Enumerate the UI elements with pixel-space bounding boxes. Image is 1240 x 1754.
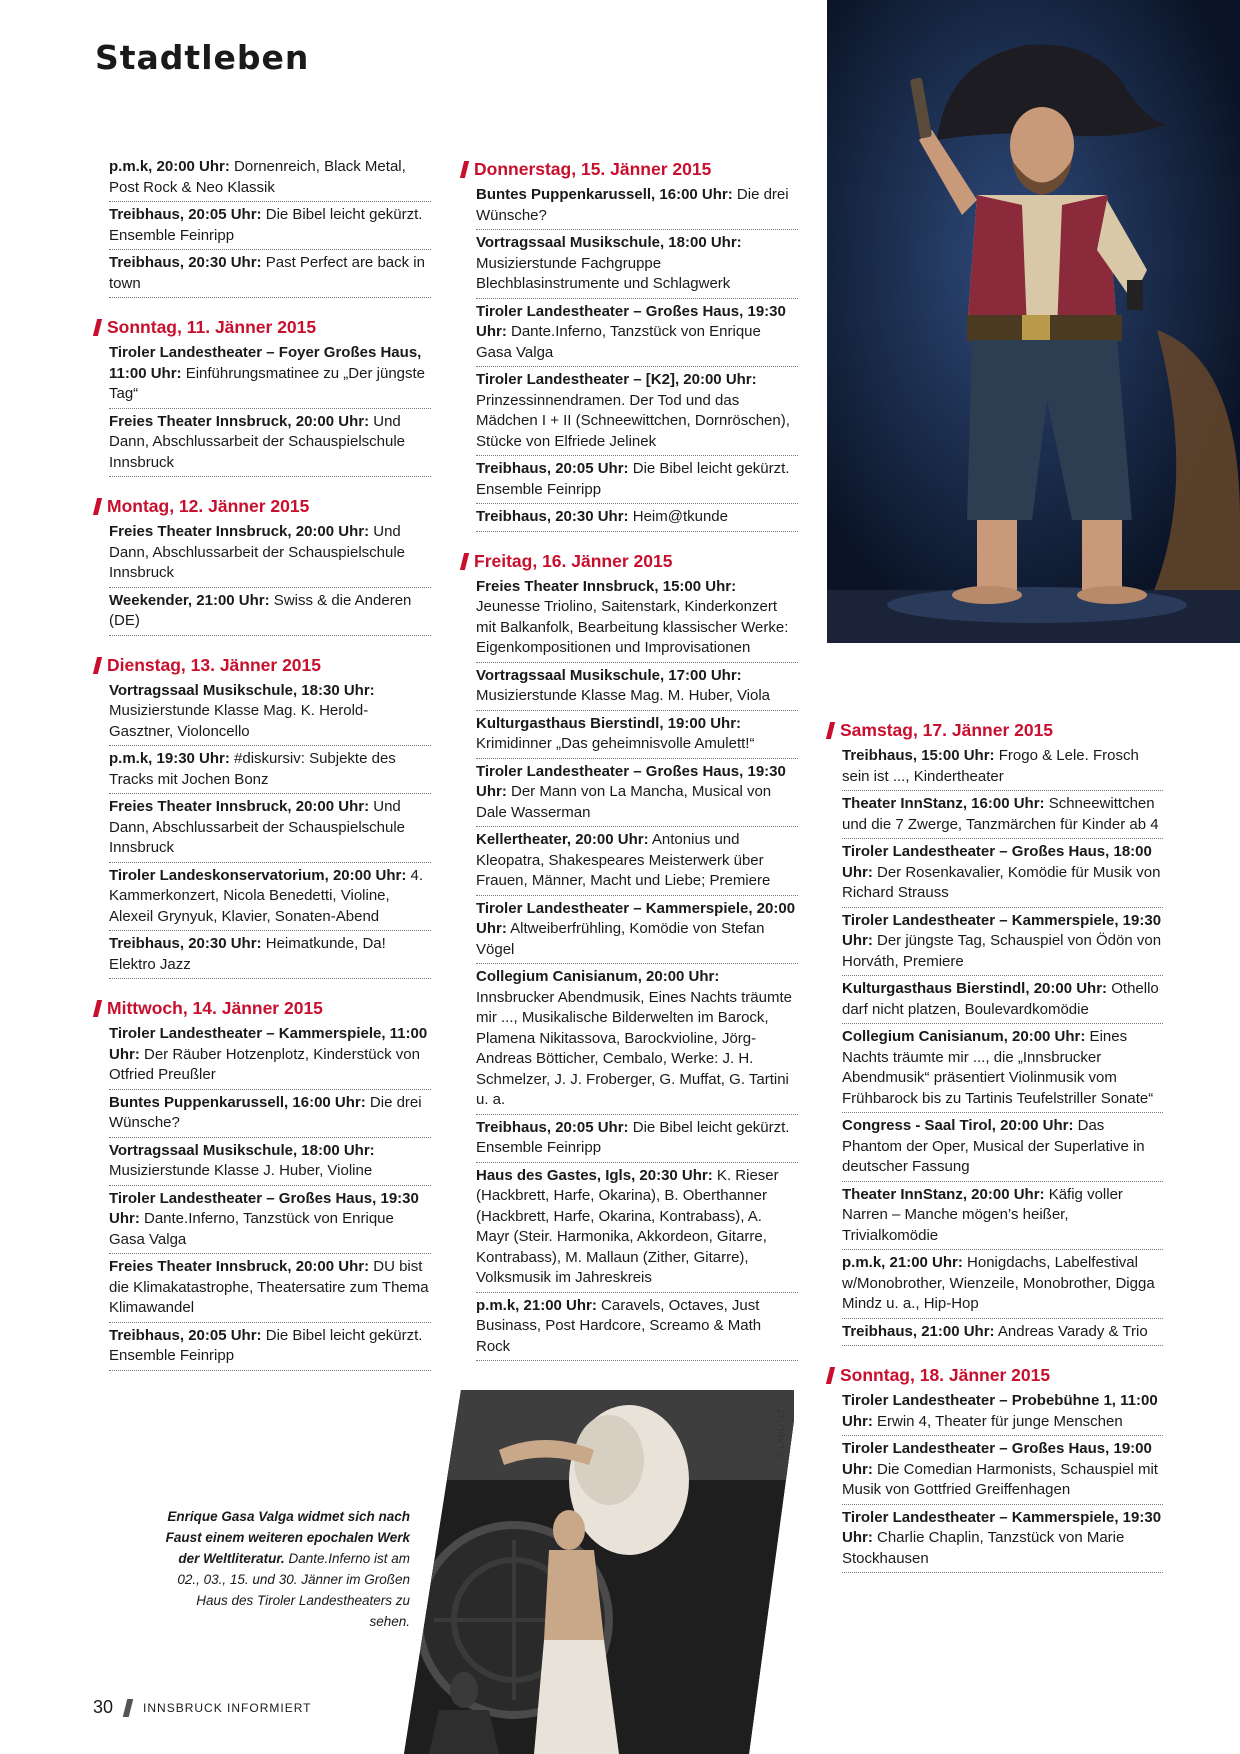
- event-description: Krimidinner „Das geheimnisvolle Amulett!“: [476, 735, 755, 752]
- day-heading: Sonntag, 11. Jänner 2015: [93, 314, 431, 340]
- event-entry: [109, 342, 431, 409]
- event-entry: [109, 1325, 431, 1371]
- event-venue-time: Buntes Puppenkarussell, 16:00 Uhr:: [476, 186, 733, 203]
- event-entry: [476, 232, 798, 299]
- event-description: Musizierstunde Fachgruppe Blechblasinstrumente und Schlagwerk: [476, 254, 731, 292]
- event-description: Und Dann, Abschlussarbeit der Schauspielschule Innsbruck: [109, 412, 406, 471]
- event-description: Andreas Varady & Trio: [994, 1322, 1148, 1340]
- day-section: [826, 1362, 1163, 1573]
- slash-divider-icon: [123, 1699, 133, 1717]
- event-description: Die drei Wünsche?: [476, 186, 789, 224]
- event-entry: [842, 1438, 1163, 1505]
- event-entry: [109, 1188, 431, 1255]
- event-description: Erwin 4, Theater für junge Menschen: [872, 1412, 1123, 1430]
- event-entry: [476, 576, 798, 663]
- event-venue-time: Treibhaus, 21:00 Uhr:: [842, 1322, 995, 1340]
- event-venue-time: Tiroler Landestheater – Kammerspiele, 19:30 Uhr:: [842, 1508, 1162, 1546]
- event-venue-time: Weekender, 21:00 Uhr:: [109, 591, 270, 609]
- event-entry: [109, 1092, 431, 1138]
- event-venue-time: Vortragssaal Musikschule, 17:00 Uhr:: [476, 666, 742, 684]
- event-description: Der Mann von La Mancha, Musical von Dale Wasserman: [476, 783, 772, 821]
- event-description: #diskursiv: Subjekte des Tracks mit Jochen Bonz: [109, 750, 396, 788]
- event-venue-time: Buntes Puppenkarussell, 16:00 Uhr:: [109, 1093, 366, 1111]
- page-title: Stadtleben: [95, 38, 310, 77]
- event-description: Musizierstunde Klasse J. Huber, Violine: [109, 1162, 373, 1179]
- event-description: Antonius und Kleopatra, Shakespeares Meisterwerk über Frauen, Männer, Macht und Liebe; Premiere: [476, 831, 771, 889]
- page-footer: [93, 1697, 311, 1718]
- event-entry: [476, 966, 798, 1115]
- event-entry: [109, 252, 431, 298]
- event-entry: [109, 1023, 431, 1090]
- event-venue-time: Freies Theater Innsbruck, 20:00 Uhr:: [109, 412, 370, 430]
- page-number: 30: [93, 1697, 114, 1717]
- column-1: [93, 156, 431, 1387]
- day-heading: Samstag, 17. Jänner 2015: [826, 717, 1163, 743]
- event-description: Musizierstunde Klasse Mag. M. Huber, Viola: [476, 687, 771, 704]
- event-venue-time: Treibhaus, 15:00 Uhr:: [842, 747, 995, 764]
- photo-credit: © LARL/TLT: [776, 1408, 786, 1458]
- event-venue-time: Tiroler Landestheater – Großes Haus, 19:30 Uhr:: [476, 762, 786, 800]
- photo-dancers: [404, 1390, 794, 1754]
- event-entry: [109, 748, 431, 794]
- event-entry: [109, 796, 431, 863]
- day-heading: Donnerstag, 15. Jänner 2015: [460, 156, 798, 182]
- event-venue-time: p.m.k, 20:00 Uhr:: [109, 158, 230, 175]
- event-venue-time: Tiroler Landestheater – Kammerspiele, 19:30 Uhr:: [842, 911, 1162, 949]
- event-venue-time: Vortragssaal Musikschule, 18:00 Uhr:: [109, 1141, 375, 1159]
- event-venue-time: Tiroler Landestheater – Kammerspiele, 20:00 Uhr:: [476, 899, 796, 937]
- event-description: Dante.Inferno, Tanzstück von Enrique Gasa Valga: [476, 323, 761, 361]
- event-description: Der Räuber Hotzenplotz, Kinderstück von Otfried Preußler: [109, 1045, 420, 1083]
- event-entry: [109, 590, 431, 636]
- event-venue-time: Treibhaus, 20:05 Uhr:: [109, 206, 262, 223]
- day-heading: Mittwoch, 14. Jänner 2015: [93, 995, 431, 1021]
- event-entry: [109, 156, 431, 202]
- event-description: Frogo & Lele. Frosch sein ist ..., Kindertheater: [842, 747, 1139, 785]
- event-description: Käfig voller Narren – Manche mögen’s heißer, Trivialkomödie: [842, 1185, 1123, 1244]
- event-description: Schneewittchen und die 7 Zwerge, Tanzmärchen für Kinder ab 4: [842, 795, 1159, 833]
- event-venue-time: Tiroler Landestheater – Großes Haus, 18:00 Uhr:: [842, 843, 1152, 881]
- event-description: Prinzessinnendramen. Der Tod und das Mädchen I + II (Schneewittchen, Dornröschen), Stücke von Elfriede Jelinek: [476, 391, 790, 450]
- event-entry: [476, 713, 798, 759]
- event-description: Musizierstunde Klasse Mag. K. Herold-Gasztner, Violoncello: [109, 702, 369, 740]
- event-entry: [109, 933, 431, 979]
- event-description: Altweiberfrühling, Komödie von Stefan Vögel: [476, 920, 765, 958]
- photo-pirate-actor: [827, 0, 1240, 643]
- event-venue-time: Tiroler Landestheater – [K2], 20:00 Uhr:: [476, 371, 757, 388]
- event-description: Der jüngste Tag, Schauspiel von Ödön von Horváth, Premiere: [842, 932, 1162, 970]
- event-entry: [476, 184, 798, 230]
- event-entry: [842, 1390, 1163, 1436]
- event-description: Einführungsmatinee zu „Der jüngste Tag“: [109, 364, 426, 402]
- event-venue-time: Freies Theater Innsbruck, 15:00 Uhr:: [476, 577, 737, 595]
- event-venue-time: Haus des Gastes, Igls, 20:30 Uhr:: [476, 1166, 713, 1184]
- event-entry: [842, 978, 1163, 1024]
- event-venue-time: Collegium Canisianum, 20:00 Uhr:: [842, 1028, 1086, 1045]
- event-entry: [842, 1321, 1163, 1347]
- event-description: Die drei Wünsche?: [109, 1093, 422, 1131]
- event-description: Heim@tkunde: [628, 508, 728, 525]
- event-description: DU bist die Klimakatastrophe, Theatersatire zum Thema Klimawandel: [109, 1258, 429, 1316]
- event-description: Dornenreich, Black Metal, Post Rock & Neo Klassik: [109, 158, 406, 196]
- event-venue-time: Tiroler Landestheater – Kammerspiele, 11:00 Uhr:: [109, 1025, 428, 1063]
- event-entry: [842, 1507, 1163, 1574]
- event-entry: [476, 761, 798, 828]
- event-venue-time: Congress - Saal Tirol, 20:00 Uhr:: [842, 1117, 1074, 1134]
- event-venue-time: Freies Theater Innsbruck, 20:00 Uhr:: [109, 798, 370, 815]
- event-entry: [842, 1184, 1163, 1251]
- event-entry: [109, 204, 431, 250]
- event-description: Dante.Inferno, Tanzstück von Enrique Gasa Valga: [109, 1210, 394, 1248]
- event-entry: [842, 910, 1163, 977]
- event-venue-time: Treibhaus, 20:30 Uhr:: [476, 508, 629, 525]
- event-entry: [476, 829, 798, 896]
- event-description: Die Bibel leicht gekürzt. Ensemble Feinripp: [109, 206, 423, 244]
- day-heading: Freitag, 16. Jänner 2015: [460, 548, 798, 574]
- event-description: Das Phantom der Oper, Musical der Superlative in deutscher Fassung: [842, 1117, 1145, 1175]
- event-entry: [476, 665, 798, 711]
- event-description: Und Dann, Abschlussarbeit der Schauspielschule Innsbruck: [109, 523, 406, 581]
- event-description: Die Bibel leicht gekürzt. Ensemble Feinripp: [476, 460, 790, 498]
- event-description: Charlie Chaplin, Tanzstück von Marie Stockhausen: [842, 1529, 1125, 1567]
- day-section: [826, 717, 1163, 1346]
- event-entry: [476, 1117, 798, 1163]
- event-venue-time: Kellertheater, 20:00 Uhr:: [476, 831, 649, 848]
- event-entry: [842, 1115, 1163, 1182]
- event-description: Othello darf nicht platzen, Boulevardkomödie: [842, 980, 1159, 1018]
- event-description: K. Rieser (Hackbrett, Harfe, Okarina), B. Oberthanner (Hackbrett, Harfe, Okarina, Kontrabass), A. Mayr (Steir. Harmonika, Akkordeon, Gitarre, Kontrabass), M. Mallaun (Zither, Gitarre), Volksmusik im Jahreskreis: [476, 1166, 779, 1286]
- event-entry: [842, 1026, 1163, 1113]
- event-entry: [476, 369, 798, 456]
- event-venue-time: Treibhaus, 20:05 Uhr:: [476, 460, 629, 477]
- column-2: [460, 156, 798, 1377]
- event-description: Honigdachs, Labelfestival w/Monobrother, Wienzeile, Monobrother, Digga Mindz u. a., Hip-Hop: [842, 1254, 1155, 1312]
- event-entry: [109, 411, 431, 478]
- event-entry: [842, 745, 1163, 791]
- event-venue-time: p.m.k, 19:30 Uhr:: [109, 750, 230, 767]
- event-venue-time: Kulturgasthaus Bierstindl, 20:00 Uhr:: [842, 980, 1108, 997]
- event-description: Die Comedian Harmonists, Schauspiel mit Musik von Gottfried Greiffenhagen: [842, 1460, 1158, 1498]
- event-venue-time: Tiroler Landeskonservatorium, 20:00 Uhr:: [109, 866, 407, 884]
- event-entry: [109, 521, 431, 588]
- event-entry: [476, 1165, 798, 1293]
- event-venue-time: Theater InnStanz, 16:00 Uhr:: [842, 795, 1045, 812]
- day-section: [93, 652, 431, 980]
- event-entry: [842, 841, 1163, 908]
- event-venue-time: Treibhaus, 20:30 Uhr:: [109, 254, 262, 271]
- event-entry: [476, 898, 798, 965]
- event-entry: [476, 301, 798, 368]
- event-description: Past Perfect are back in town: [109, 254, 425, 292]
- event-entry: [109, 680, 431, 747]
- event-entry: [842, 793, 1163, 839]
- caption-text: Dante.Inferno ist am 02., 03., 15. und 30. Jänner im Großen Haus des Tiroler Landestheaters zu sehen.: [177, 1551, 410, 1629]
- event-venue-time: Vortragssaal Musikschule, 18:30 Uhr:: [109, 681, 375, 699]
- event-venue-time: Freies Theater Innsbruck, 20:00 Uhr:: [109, 523, 370, 540]
- event-entry: [842, 1252, 1163, 1319]
- event-venue-time: p.m.k, 21:00 Uhr:: [842, 1254, 963, 1271]
- event-entry: [476, 1295, 798, 1362]
- event-venue-time: Treibhaus, 20:30 Uhr:: [109, 935, 262, 952]
- event-venue-time: Tiroler Landestheater – Großes Haus, 19:00 Uhr:: [842, 1440, 1152, 1478]
- event-entry: [109, 1256, 431, 1323]
- event-description: Innsbrucker Abendmusik, Eines Nachts träumte mir ..., Musikalische Bilderwelten im Barock, Plamena Nikitassova, Barockvioline, Jörg-Andreas Bötticher, Cembalo, Werke: J. H. Schmelzer, J. J. Froberger, G. Muffat, G. Tartini u. a.: [476, 988, 792, 1108]
- event-description: Heimatkunde, Da! Elektro Jazz: [109, 935, 386, 973]
- event-venue-time: Tiroler Landestheater – Großes Haus, 19:30 Uhr:: [109, 1189, 419, 1227]
- event-venue-time: Kulturgasthaus Bierstindl, 19:00 Uhr:: [476, 714, 742, 732]
- event-description: Caravels, Octaves, Just Businass, Post Hardcore, Screamo & Math Rock: [476, 1296, 762, 1355]
- event-venue-time: Vortragssaal Musikschule, 18:00 Uhr:: [476, 234, 742, 251]
- day-heading: Dienstag, 13. Jänner 2015: [93, 652, 431, 678]
- event-entry: [476, 506, 798, 532]
- pirate-photo-illustration: [827, 0, 1240, 643]
- day-heading: Sonntag, 18. Jänner 2015: [826, 1362, 1163, 1388]
- event-entry: [476, 458, 798, 504]
- magazine-name: INNSBRUCK INFORMIERT: [143, 1700, 312, 1715]
- day-section: [93, 314, 431, 477]
- event-venue-time: Theater InnStanz, 20:00 Uhr:: [842, 1185, 1045, 1203]
- event-description: Die Bibel leicht gekürzt. Ensemble Feinripp: [476, 1118, 790, 1156]
- event-venue-time: Treibhaus, 20:05 Uhr:: [109, 1326, 262, 1344]
- event-description: Eines Nachts träumte mir ..., die „Innsbrucker Abendmusik“ präsentiert Violinmusik vom Frühbarock bis zu Tartinis Teufelstriller Sonate“: [842, 1028, 1154, 1107]
- event-venue-time: Freies Theater Innsbruck, 20:00 Uhr:: [109, 1258, 370, 1275]
- event-description: 4. Kammerkonzert, Nicola Benedetti, Violine, Alexeil Grynyuk, Klavier, Sonaten-Abend: [109, 866, 424, 925]
- event-venue-time: Treibhaus, 20:05 Uhr:: [476, 1118, 629, 1136]
- event-venue-time: Tiroler Landestheater – Probebühne 1, 11:00 Uhr:: [842, 1392, 1158, 1430]
- day-section: [460, 548, 798, 1362]
- event-description: Der Rosenkavalier, Komödie für Musik von Richard Strauss: [842, 863, 1161, 901]
- event-venue-time: Collegium Canisianum, 20:00 Uhr:: [476, 968, 720, 985]
- column-3: [826, 717, 1163, 1589]
- event-venue-time: p.m.k, 21:00 Uhr:: [476, 1296, 597, 1314]
- event-entry: [109, 1140, 431, 1186]
- day-section: [93, 995, 431, 1371]
- event-entry: [109, 865, 431, 932]
- day-heading: Montag, 12. Jänner 2015: [93, 493, 431, 519]
- photo-caption: [160, 1506, 410, 1632]
- event-venue-time: Tiroler Landestheater – Foyer Großes Haus, 11:00 Uhr:: [109, 344, 422, 382]
- day-section: [460, 156, 798, 532]
- event-description: Swiss & die Anderen (DE): [109, 591, 412, 629]
- event-description: Die Bibel leicht gekürzt. Ensemble Feinripp: [109, 1326, 423, 1364]
- event-description: Jeunesse Triolino, Saitenstark, Kinderkonzert mit Balkanfolk, Bearbeitung klassischer Werke: Eigenkompositionen und Improvisationen: [476, 598, 789, 656]
- caption-bold: Enrique Gasa Valga widmet sich nach Faust einem weiteren epochalen Werk der Weltliteratur.: [165, 1509, 410, 1566]
- day-section: [93, 156, 431, 298]
- event-description: Und Dann, Abschlussarbeit der Schauspielschule Innsbruck: [109, 798, 406, 856]
- day-section: [93, 493, 431, 636]
- dancers-photo-illustration: [404, 1390, 794, 1754]
- event-venue-time: Tiroler Landestheater – Großes Haus, 19:30 Uhr:: [476, 302, 786, 340]
